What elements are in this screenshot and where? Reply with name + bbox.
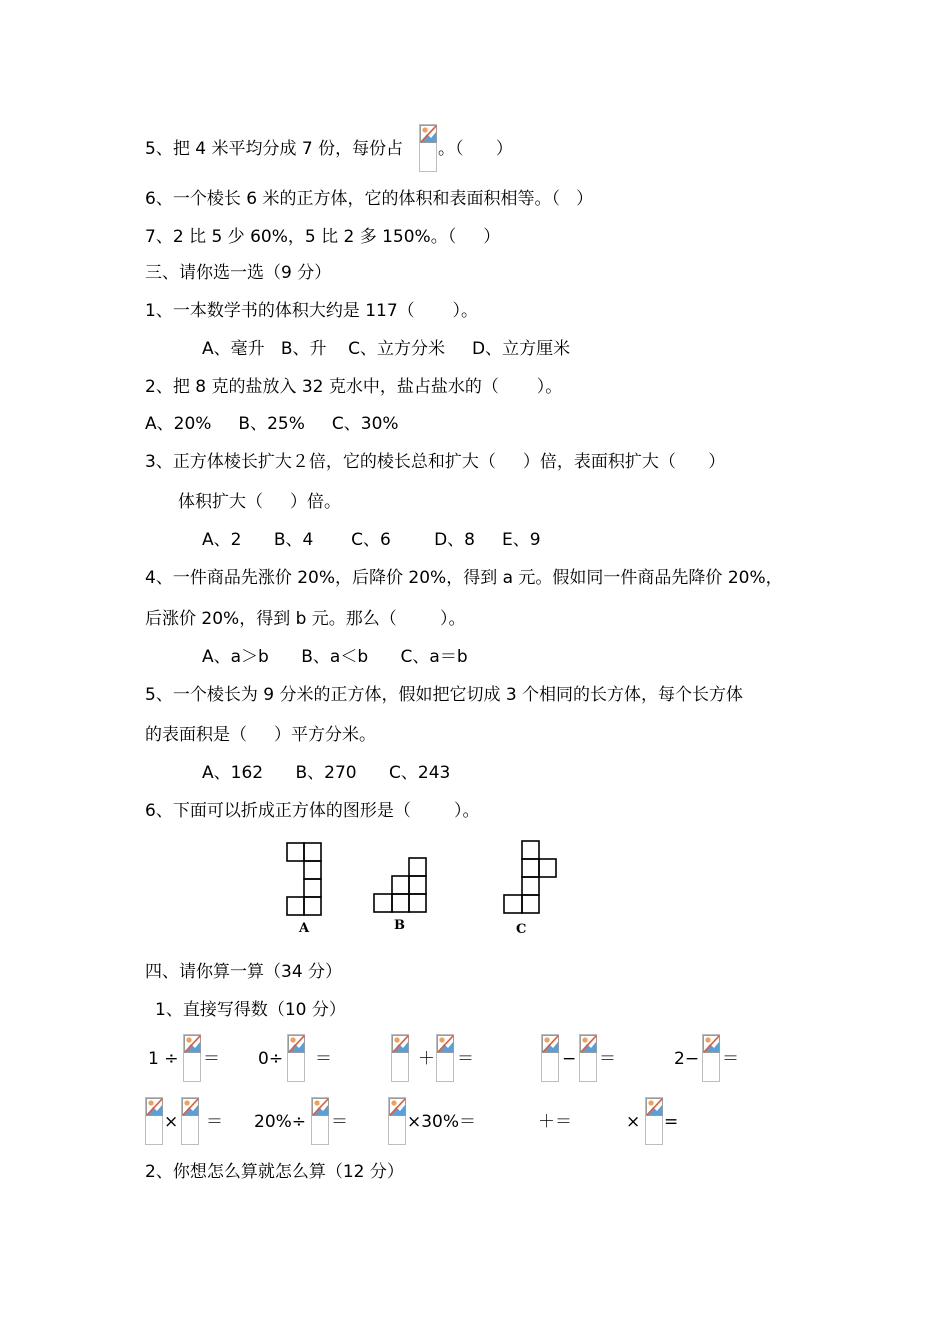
r1-t0: 1 ÷ [148,1049,179,1069]
s3-q6: 6、下面可以折成正方体的图形是（ ）。 [145,801,480,821]
s3-q5-options: A、162 B、270 C、243 [202,763,451,783]
r1-t5: ＝ [457,1049,474,1069]
judge-q7: 7、2 比 5 少 60%，5 比 2 多 150%。（ ） [145,227,501,247]
judge-q5: 5、把 4 米平均分成 7 份，每份占 [145,139,404,159]
r2-t0: × [164,1112,179,1132]
s3-q3-line1: 3、正方体棱长扩大２倍，它的棱长总和扩大（ ）倍，表面积扩大（ ） [145,452,726,472]
r1-t6: − [562,1049,577,1069]
s4-sub1: 1、直接写得数（10 分） [155,1000,346,1020]
s4-sub2: 2、你想怎么算就怎么算（12 分） [145,1162,404,1182]
s3-q4-options: A、a＞b B、a＜b C、a＝b [202,647,468,667]
r2-t1: ＝ [206,1112,223,1132]
broken-image-icon [419,124,437,172]
broken-image-icon [541,1034,559,1082]
broken-image-icon [579,1034,597,1082]
broken-image-icon [181,1097,199,1145]
r1-t1: ＝ [203,1049,220,1069]
broken-image-icon [436,1034,454,1082]
r1-t8: 2− [674,1049,700,1069]
s3-q2-options: A、20% B、25% C、30% [145,414,399,434]
r1-t4: ＋ [418,1049,435,1069]
s3-q4-line1: 4、一件商品先涨价 20%，后降价 20%，得到 a 元。假如同一件商品先降价 20%， [145,568,783,588]
judge-q6: 6、一个棱长 6 米的正方体，它的体积和表面积相等。（ ） [145,189,594,209]
s3-q2: 2、把 8 克的盐放入 32 克水中，盐占盐水的（ ）。 [145,377,563,397]
s3-q4-line2: 后涨价 20%，得到 b 元。那么（ ）。 [145,609,466,629]
judge-q5-tail: 。（ ） [438,139,513,159]
r2-t2: 20%÷ [254,1112,307,1132]
s3-q1-options: A、毫升 B、升 C、立方分米 D、立方厘米 [202,339,571,359]
fig-label-b: B [394,918,405,933]
r1-t3: ＝ [315,1049,332,1069]
r2-t3: ＝ [331,1112,348,1132]
s3-q3-line2: 体积扩大（ ）倍。 [178,492,342,512]
r2-t5: ＋＝ [538,1112,572,1132]
s3-q1: 1、一本数学书的体积大约是 117（ ）。 [145,301,478,321]
r2-t6: × [626,1112,641,1132]
s3-q3-options: A、2 B、4 C、6 D、8 E、9 [202,530,541,550]
r2-t4: ×30%＝ [407,1112,477,1132]
broken-image-icon [311,1097,329,1145]
r1-t7: ＝ [599,1049,616,1069]
fig-label-a: A [299,921,310,936]
broken-image-icon [645,1097,663,1145]
section4-title: 四、请你算一算（34 分） [145,962,343,982]
cube-net-a [286,842,324,916]
r1-t9: ＝ [722,1049,739,1069]
s3-q5-line2: 的表面积是（ ）平方分米。 [145,725,377,745]
broken-image-icon [145,1097,163,1145]
broken-image-icon [287,1034,305,1082]
cube-net-c [503,840,559,914]
cube-net-b [373,857,429,913]
broken-image-icon [388,1097,406,1145]
broken-image-icon [183,1034,201,1082]
s3-q5-line1: 5、一个棱长为 9 分米的正方体，假如把它切成 3 个相同的长方体，每个长方体 [145,685,744,705]
broken-image-icon [391,1034,409,1082]
r1-t2: 0÷ [258,1049,284,1069]
r2-t7: = [664,1112,679,1132]
section3-title: 三、请你选一选（9 分） [145,263,332,283]
fig-label-c: C [516,922,527,937]
broken-image-icon [702,1034,720,1082]
